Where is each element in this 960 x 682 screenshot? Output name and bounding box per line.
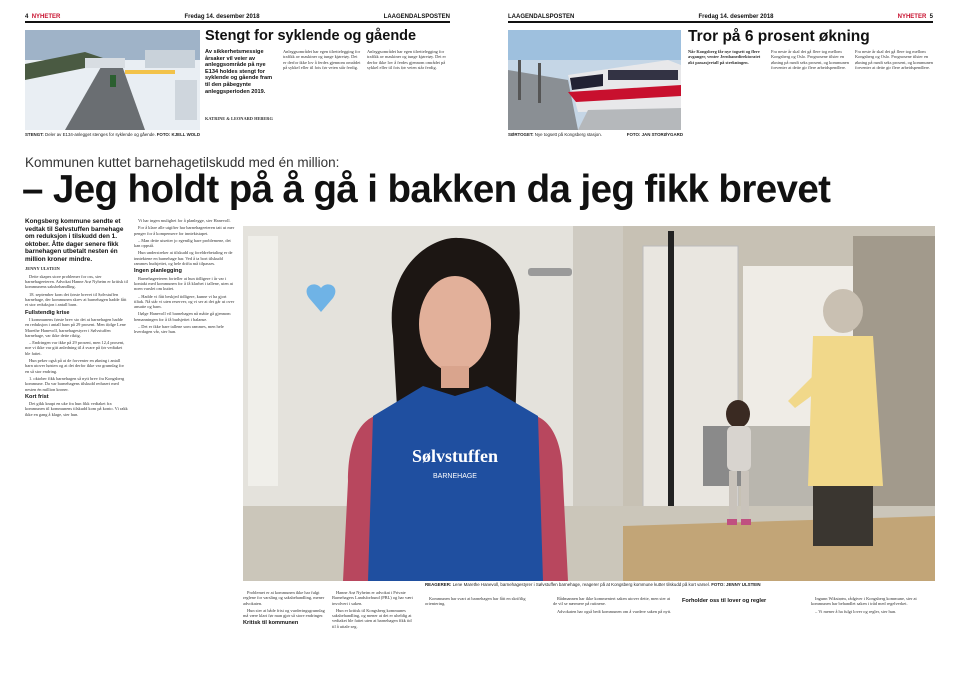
paragraph: For å klare alle utgifter har barnehageeieren tatt ut mer penger for å kompensere for inntektstapet. (134, 225, 235, 236)
paragraph: Hun sier at både frist og vurderingsgrunnlag må være klart før man gjør så store endringer. (243, 607, 325, 619)
story1-caption (25, 132, 200, 137)
shirt-logo-text: Sølvstuffen (411, 446, 499, 466)
story2-body-2: Fra neste år skal det gå flere tog mellom Kongsberg og Oslo. Prognosene tilsier en økning på rundt seks prosent, og kommunen forventer at dette gir flere arbeidspendlere. (855, 49, 933, 70)
section-label: NYHETER (897, 14, 927, 20)
page-number: 4 (25, 14, 29, 20)
main-byline: JENNY ULSTEIN (25, 265, 60, 271)
column-2 (134, 218, 237, 676)
paragraph: Hun er kritisk til Kongsberg kommunes saksbehandling, og mener at det er uheldig at vedtaket ble fattet uten at barnehagen fikk tid til å uttale seg. (332, 607, 412, 629)
subhead-kort-frist: Kort frist (25, 393, 49, 400)
photo-credit: FOTO: JAN STORØYGARD (626, 132, 683, 137)
column-3 (243, 590, 415, 678)
paragraph: Hun peker også på at de forventer en økning i antall barn utover høsten og at det derfor ikke var grunnlag for en så stor endring. (25, 358, 124, 374)
caption-label: STENGT: (25, 132, 44, 137)
paragraph: Ingunn Wikstrøm, rådgiver i Kongsberg kommune, sier at kommunen har behandlet saken i tråd med regelverket. (811, 596, 917, 607)
paragraph: Kommunen har svart at barnehagen har fått en skriftlig orientering. (425, 596, 526, 607)
paper-name: LAAGENDALSPOSTEN (508, 14, 575, 20)
main-kicker: Kommunen kuttet barnehagetilskudd med én million: (25, 155, 340, 170)
photo-credit: FOTO: JENNY ULSTEIN (711, 582, 761, 587)
paragraph: Ifølge Hanevoll vil barnehagen nå måtte gå gjennom bemanningen for å få budsjettet i balanse. (134, 311, 231, 322)
paragraph: Barnehageeieren forteller at hun tidligere i år var i kontakt med kommunen for å få klarhet i tallene, uten at noen varslet om kuttet. (134, 275, 233, 292)
story1-lead: Av sikkerhetsmessige årsaker vil veier av anleggsområde på nye E134 holdes stengt for syklende og gående fram til den påbegynte anleggsperioden 2019. (205, 49, 273, 95)
caption-label: REAGERER: (425, 582, 452, 587)
paragraph: Problemet er at kommunen ikke har fulgt reglene for varsling og saksbehandling, mener advokaten. (243, 590, 325, 606)
column-5 (682, 596, 934, 678)
page-5-top-strip (508, 14, 933, 139)
story1-body: Anleggsområdet har egen tilrettelegging for trafikk av maskiner og tunge kjøretøy. Det er derfor ikke lov å ferdes gjennom området på sykkel eller til fots før veien står ferdig. (283, 49, 361, 70)
paper-name: LAAGENDALSPOSTEN (383, 14, 450, 20)
subhead-kritisk: Kritisk til kommunen (243, 620, 299, 627)
paragraph: – Endringen var ikke på 29 prosent, men 12,4 prosent, noe vi ikke var gitt anledning til å svare på før vedtaket ble fattet. (25, 340, 125, 356)
subhead-fullstendig-krise: Fullstendig krise (25, 309, 70, 316)
main-photo-caption (425, 582, 935, 587)
paragraph: – Det er ikke bare tallene som rammes, men hele hverdagen vår, sier hun. (134, 324, 224, 335)
page-number: 5 (929, 14, 933, 20)
paragraph: Advokaten har også bedt kommunen om å vurdere saken på nytt. (557, 608, 672, 614)
issue-date: Fredag 14. desember 2018 (184, 14, 260, 20)
issue-date: Fredag 14. desember 2018 (698, 14, 774, 20)
story2-lead: Når Kongsberg får nye togsett og flere avganger, venter Jernbanedirektoratet økt passasjertall på strekningen. (688, 49, 761, 65)
page-header (508, 14, 933, 23)
paragraph: – Man dette utsetter jo egentlig bare problemene, det kan oppstå. (134, 237, 231, 249)
subhead-ingen-planlegging: Ingen planlegging (134, 268, 182, 275)
caption-text: Nye togsett på Kongsberg stasjon. (534, 132, 602, 137)
subhead-lover-og-regler: Forholder oss til lover og regler (682, 598, 767, 604)
column-1-text (25, 274, 128, 419)
story1-headline: Stengt for syklende og gående (205, 28, 417, 44)
story2-caption (508, 132, 683, 137)
paragraph: Rådmannen har ikke kommentert saken utover dette, men sier at de vil se nærmere på rutinene. (553, 596, 671, 607)
road-photo (25, 30, 200, 130)
paragraph: Vi har ingen mulighet for å planlegge, sier Hanevoll. (138, 218, 231, 223)
page-4-top-strip (25, 14, 450, 139)
column-4 (425, 596, 675, 678)
paragraph: Dette skapes store problemer for oss, sier barnehageeieren. Advokat Hanne Arø Nyheim er kritisk til kommunens saksbehandling. (25, 273, 128, 290)
section-label: NYHETER (31, 14, 61, 20)
caption-text: Deler av E134-anlegget stenges for syklende og gående. (45, 132, 156, 137)
paragraph: – Hadde vi fått beskjed tidligere, kunne vi ha gjort tiltak. Nå står vi uten reserver, og vi ser at det går ut over ansatte og barn. (134, 293, 235, 310)
story1-body-2: Anleggsområdet har egen tilrettelegging for trafikk av maskiner og tunge kjøretøy. Det er derfor ikke lov å ferdes gjennom området på sykkel eller til fots før veien står ferdig. (367, 49, 446, 70)
main-ingress: Kongsberg kommune sendte et vedtak til Sølvstuffen barnehage om reduksjon i tilskudd den 1. oktober. Åtte dager senere fikk barnehagen utbetalt nesten én million kroner mindre. (25, 218, 124, 263)
paragraph: Hun understreker at tilskudd og foreldrebetaling er de inntektene en barnehage har. Ved å ta bort tilskudd rammes budsjettet, og hele drifta må tilpasses. (134, 250, 233, 267)
main-headline: – Jeg holdt på å gå i bakken da jeg fikk brevet (22, 168, 831, 211)
story1-byline: KATRINE & LEONARD HEBERG (205, 116, 273, 121)
column-1 (25, 218, 128, 678)
paragraph: 18. september kom det første brevet til Sølvstuffen barnehage, der kommunen skrev at barnehagen hadde fått et stor reduksjon i antall barn. (25, 291, 127, 308)
paragraph: I kommunens første brev sto det at barnehagen hadde en reduksjon i antall barn på 29 prosent. Men ifølge Lene Marethe Hanevoll, barnehagestyrer i Sølvstuffen barnehage, var ikke dette riktig. (25, 316, 126, 338)
paragraph: 1. oktober fikk barnehagen så nytt brev fra Kongsberg kommune. Da var barnehagens tilskudd redusert med nesten én million kroner. (25, 375, 125, 392)
train-photo (508, 30, 681, 130)
story2-headline: Tror på 6 prosent økning (688, 28, 870, 45)
caption-text: Lene Marethe Hanevoll, barnehagestyrer i Sølvstuffen barnehage, reagerer på at Kongsberg kommune kutter tilskudd på kort varsel. (452, 582, 710, 587)
paragraph: Hanne Arø Nyheim er advokat i Private Barnehagers Landsforbund (PBL) og har vært involvert i saken. (332, 590, 413, 606)
paragraph: – Vi mener å ha fulgt lover og regler, sier hun. (815, 608, 897, 614)
caption-label: SØRTOGET: (508, 132, 534, 137)
photo-credit: FOTO: KJELL WOLD (156, 132, 200, 137)
page-header (25, 14, 450, 23)
main-photo (243, 226, 935, 581)
shirt-logo-sub: BARNEHAGE (433, 473, 477, 480)
paragraph: Det gikk knapt en uke fra hun fikk vedtaket fra kommunen til kommunens tilskudd kom på konto. Vi rakk ikke en gang å klage, sier hun. (25, 401, 128, 417)
story2-body: Fra neste år skal det gå flere tog mellom Kongsberg og Oslo. Prognosene tilsier en økning på rundt seks prosent, og kommunen forventer at dette gir flere arbeidspendlere. (771, 49, 849, 70)
